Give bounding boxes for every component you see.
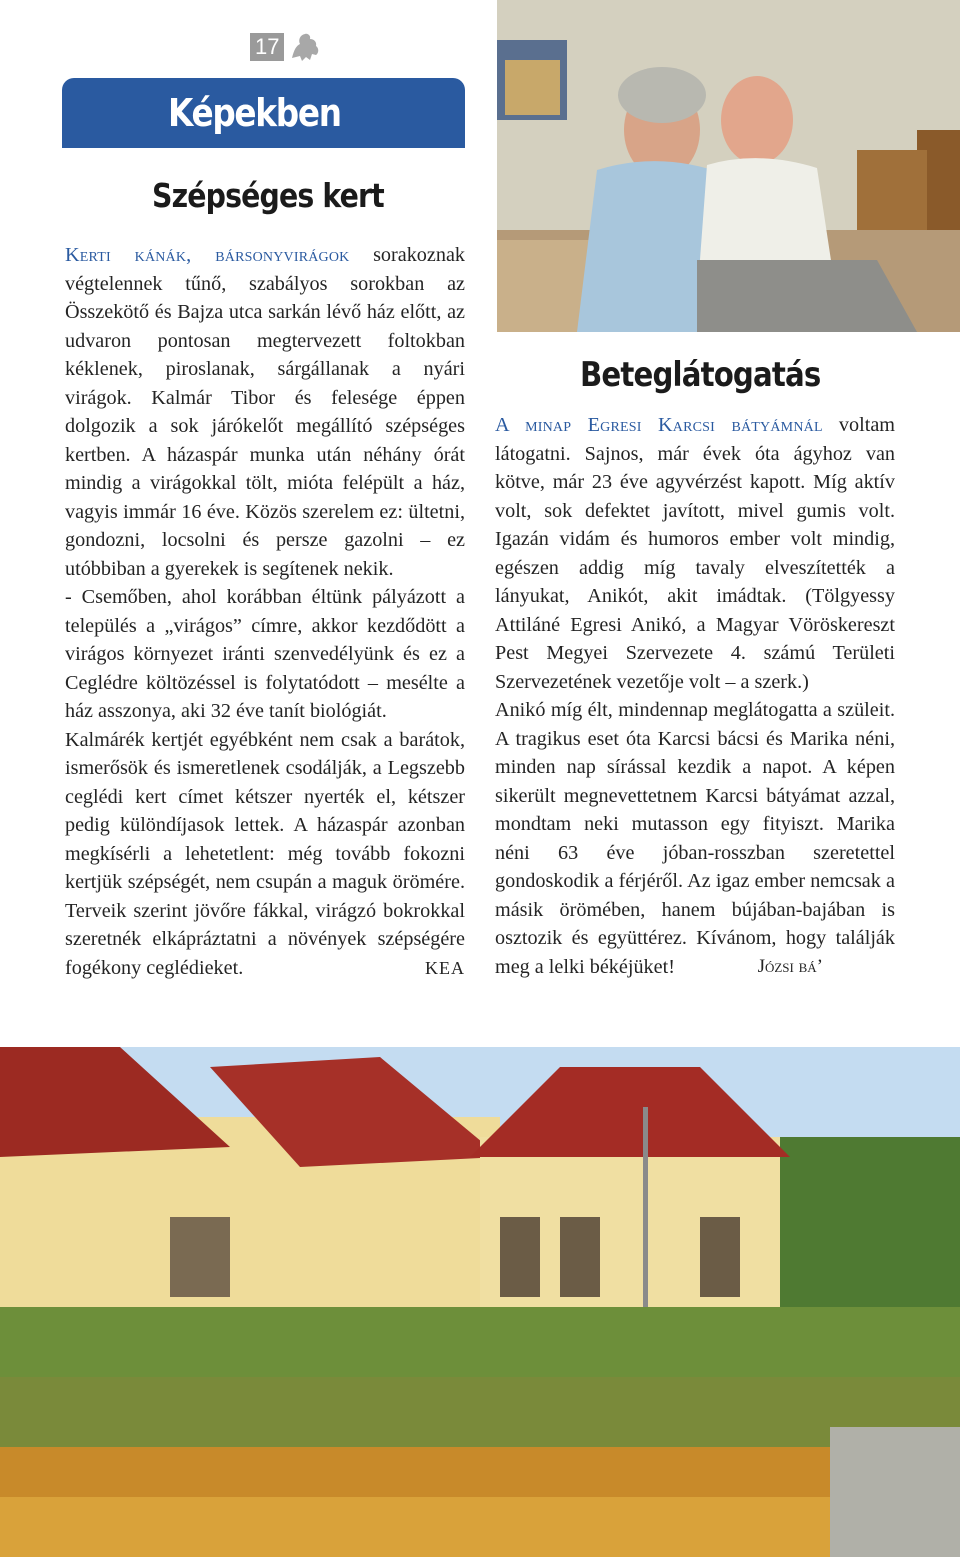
article1-body <box>65 241 465 982</box>
article2-paragraph-2: Anikó míg élt, mindennap meglátogatta a szüleit. A tragikus eset óta Karcsi bácsi és Marika néni, minden nap sírással kezdik a napot. A képen sikerült megnevettetnem Karcsi bátyámat azzal, mondtam neki mutasson egy fityiszt. Marika néni 63 éve jóban-rosszban szeretettel gondoskodik a férjéről. Az igaz ember nemcsak a másik örömében, hanem bújában-bajában is osztozik és együttérez. Kívánom, hogy találják meg a lelki békéjüket! Józsi bá’ <box>495 696 895 981</box>
lion-logo-icon <box>288 30 322 64</box>
article2-paragraph-1: A minap Egresi Karcsi bátyámnál voltam látogatni. Sajnos, már évek óta ágyhoz van kötve, már 23 éve agyvérzést kapott. Míg aktív volt, sok defektet javított, mivel gumis volt. Igazán vidám és humoros ember volt mindig, egészen addig míg tavaly elveszítették a lányukat, Anikót, akit imádtak. (Tölgyessy Attiláné Egresi Anikó, a Magyar Vöröskereszt Pest Megyei Szervezete 4. számú Területi Szervezetének vezetője volt – a szerk.) <box>495 414 895 693</box>
article2-title: Beteglátogatás <box>580 355 821 395</box>
page-number: 17 <box>250 33 284 61</box>
section-title: Képekben <box>168 91 341 135</box>
couple-photo-illustration <box>497 0 960 332</box>
section-banner <box>62 78 465 148</box>
article1-lead: Kerti kánák, bársonyvirágok <box>65 244 350 266</box>
article1-paragraph-1: Kerti kánák, bársonyvirágok sorakoznak végtelennek tűnő, szabályos sorokban az Összekötő és Bajza utca sarkán lévő ház előtt, az udvaron pontosan megtervezett foltokban kéklenek, piroslanak, sárgállanak a nyári virágok. Kalmár Tibor és felesége éppen dolgozik a sok járókelőt megállító szépséges kertben. A házaspár munka után néhány órát mindig a virágokkal tölt, mióta felépült a ház, vagyis immár 16 éve. Közös szerelem ez: ültetni, gondozni, locsolni és persze gazolni – ez utóbbiban a gyerekek is segítenek nekik. <box>65 244 466 580</box>
article1-signature: KEA <box>425 957 465 978</box>
article2-lead: A minap Egresi Karcsi bátyámnál <box>495 414 823 436</box>
article1-title: Szépséges kert <box>152 176 384 215</box>
photo-elderly-couple <box>497 0 960 332</box>
article2-body <box>495 411 895 981</box>
photo-house-garden <box>0 1047 960 1557</box>
page-number-box <box>250 30 322 64</box>
article1-paragraph-2: - Csemőben, ahol korábban éltünk pályázott a település a „virágos” címre, akkor kezdődött a virágos környezet iránti szenvedélyünk és ez a Ceglédre költözéssel is folytatódott – mesélte a ház asszonya, aki 32 éve tanít biológiát. <box>65 586 465 722</box>
garden-photo-illustration <box>0 1047 960 1557</box>
article1-paragraph-3: Kalmárék kertjét egyébként nem csak a barátok, ismerősök és ismeretlenek csodálják, a Legszebb ceglédi kert címet kétszer nyerték el, kétszer pedig különdíjasok lettek. A házaspár azonban megkísérli a lehetetlent: még tovább fokozni kertjük szépségét, nem csupán a maguk örömére. Terveik szerint jövőre fákkal, virágzó bokrokkal szeretnék elkápráztatni a növények szépségére fogékony ceglédieket. KEA <box>65 726 465 983</box>
article2-signature: Józsi bá’ <box>757 955 823 977</box>
